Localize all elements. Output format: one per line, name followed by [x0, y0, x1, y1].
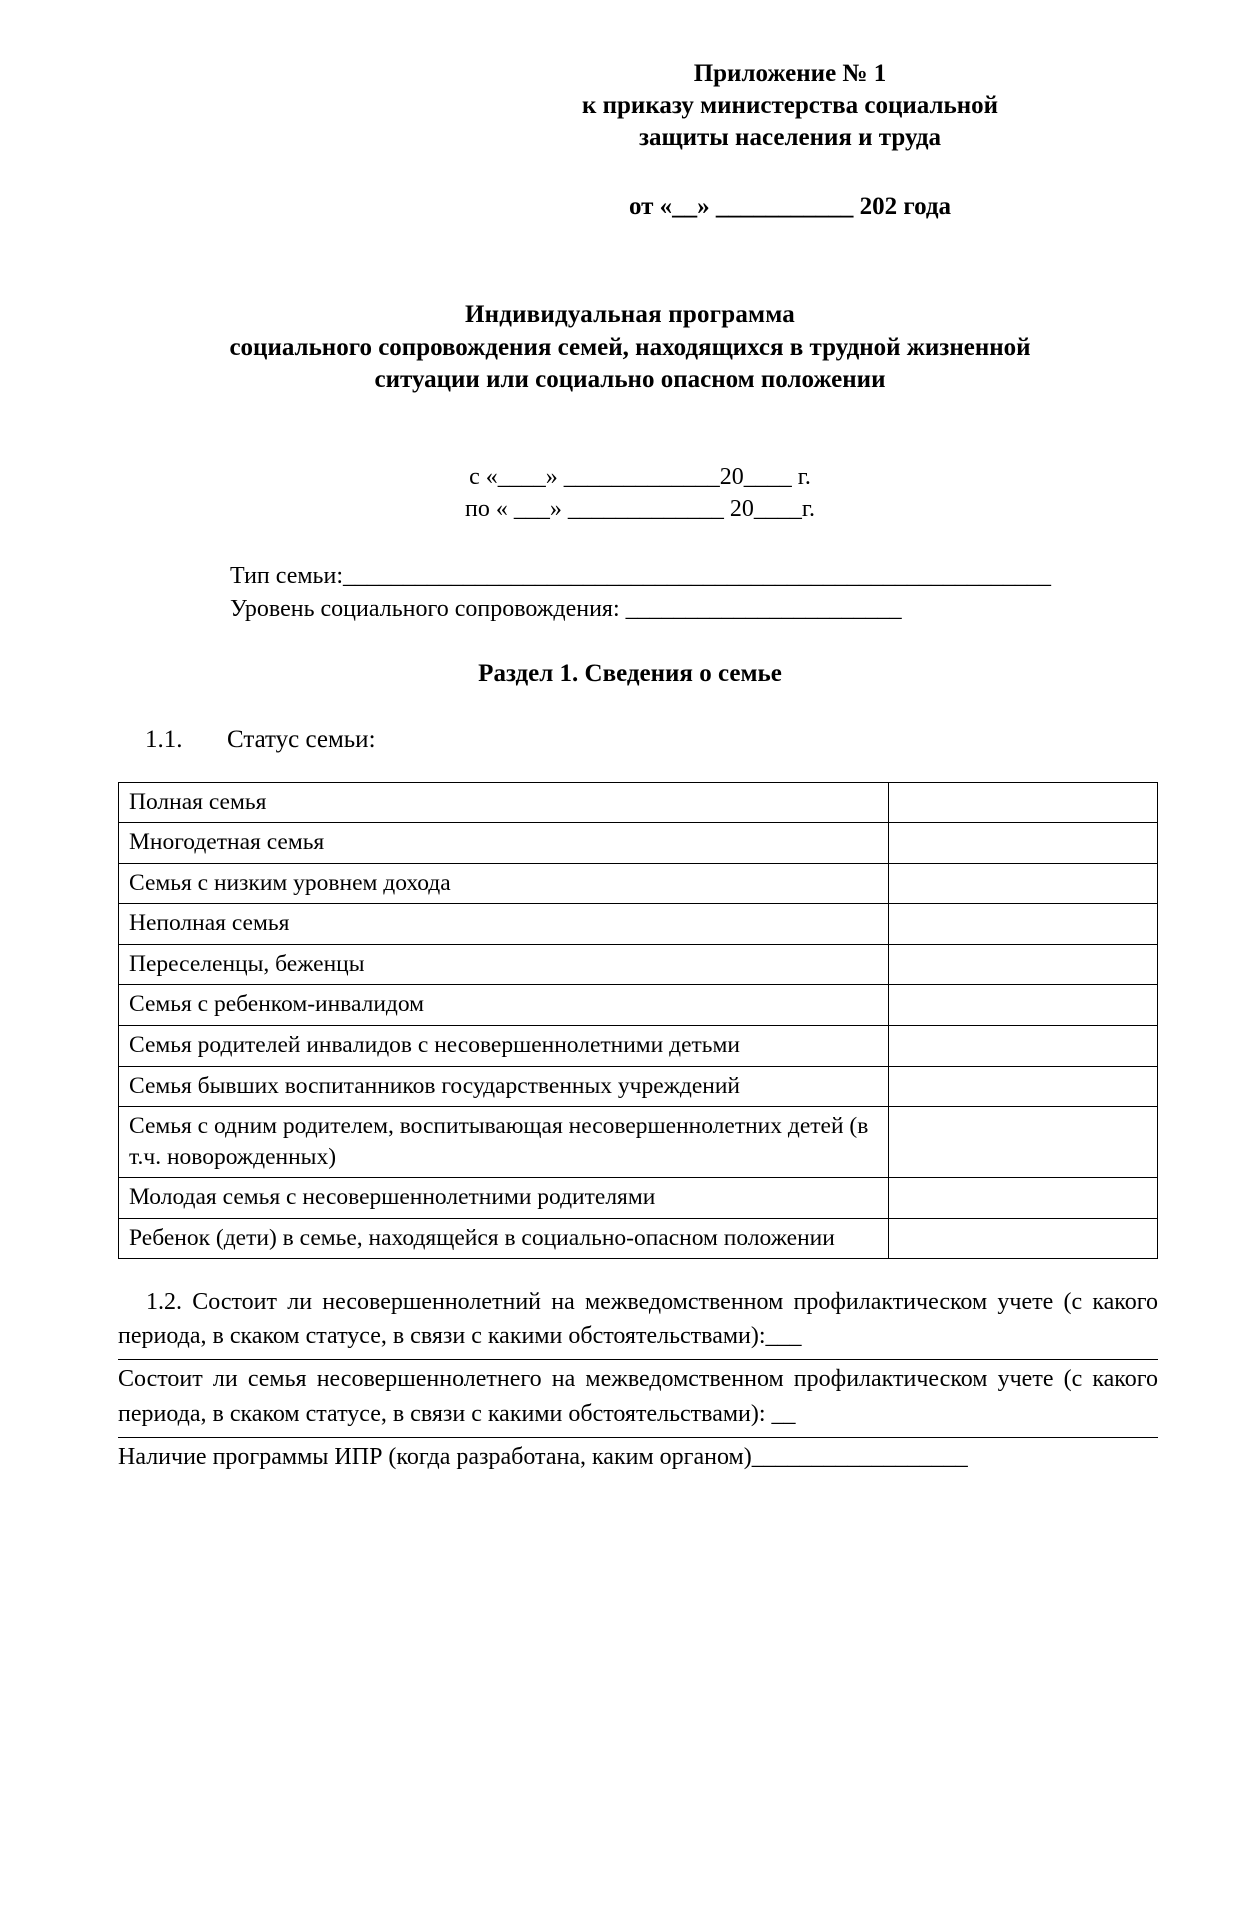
status-mark-cell[interactable] — [889, 985, 1158, 1026]
status-mark-cell[interactable] — [889, 904, 1158, 945]
document-header — [410, 58, 1170, 153]
title-line-2: социального сопровождения семей, находящихся в трудной жизненной — [229, 333, 1031, 361]
family-type-field: Тип семьи:___________________________________________________________ — [230, 562, 1051, 589]
status-label: Семья бывших воспитанников государственных учреждений — [119, 1066, 889, 1107]
status-label: Ребенок (дети) в семье, находящейся в социально-опасном положении — [119, 1218, 889, 1259]
status-label: Семья родителей инвалидов с несовершеннолетними детьми — [119, 1026, 889, 1067]
header-line-2: к приказу министерства социальной — [581, 91, 999, 119]
header-line-3: защиты населения и труда — [638, 123, 942, 151]
program-period — [90, 461, 1170, 526]
table-row — [119, 985, 1158, 1026]
table-row — [119, 944, 1158, 985]
table-row — [119, 863, 1158, 904]
fill-in-rule[interactable] — [118, 1359, 1158, 1360]
table-row — [119, 1026, 1158, 1067]
item-1-1-label: Статус семьи: — [227, 725, 376, 753]
family-fields — [90, 560, 1170, 626]
status-mark-cell[interactable] — [889, 863, 1158, 904]
item-1-2-block — [118, 1285, 1158, 1473]
title-line-1: Индивидуальная программа — [464, 301, 796, 329]
status-mark-cell[interactable] — [889, 1066, 1158, 1107]
table-row — [119, 1066, 1158, 1107]
document-title — [90, 299, 1170, 397]
title-line-3: ситуации или социально опасном положении — [374, 366, 886, 394]
status-label: Семья с ребенком-инвалидом — [119, 985, 889, 1026]
status-label: Полная семья — [119, 782, 889, 823]
status-mark-cell[interactable] — [889, 944, 1158, 985]
table-row — [119, 904, 1158, 945]
status-label: Семья с низким уровнем дохода — [119, 863, 889, 904]
support-level-field: Уровень социального сопровождения: _______________________ — [230, 595, 902, 622]
item-1-1 — [90, 726, 1170, 754]
status-label: Неполная семья — [119, 904, 889, 945]
table-row — [119, 1107, 1158, 1178]
item-1-2-paragraph-3: Наличие программы ИПР (когда разработана, каким органом)__________________ — [118, 1443, 968, 1470]
family-status-table — [118, 782, 1158, 1260]
table-row — [119, 823, 1158, 864]
header-order-date: от «__» ___________ 202 года — [628, 193, 952, 221]
status-mark-cell[interactable] — [889, 1026, 1158, 1067]
table-row — [119, 1218, 1158, 1259]
item-1-2-paragraph-2: Состоит ли семья несовершеннолетнего на межведомственном профилактическом учете (с какого периода, в скаком статусе, в связи с какими обстоятельствами): __ — [118, 1366, 1158, 1427]
section-heading: Раздел 1. Сведения о семье — [478, 659, 782, 687]
status-label: Молодая семья с несовершеннолетними родителями — [119, 1178, 889, 1219]
status-mark-cell[interactable] — [889, 782, 1158, 823]
status-mark-cell[interactable] — [889, 1178, 1158, 1219]
table-row — [119, 1178, 1158, 1219]
status-mark-cell[interactable] — [889, 1107, 1158, 1178]
item-1-2-paragraph-1: 1.2. Состоит ли несовершеннолетний на межведомственном профилактическом учете (с какого периода, в скаком статусе, в связи с какими обстоятельствами):___ — [118, 1289, 1158, 1350]
status-label: Многодетная семья — [119, 823, 889, 864]
status-label: Семья с одним родителем, воспитывающая несовершеннолетних детей (в т.ч. новорожденных) — [119, 1107, 889, 1178]
period-to: по « ___» _____________ 20____г. — [465, 496, 815, 523]
status-label: Переселенцы, беженцы — [119, 944, 889, 985]
table-row — [119, 782, 1158, 823]
fill-in-rule[interactable] — [118, 1437, 1158, 1438]
status-mark-cell[interactable] — [889, 1218, 1158, 1259]
header-line-1: Приложение № 1 — [693, 60, 887, 87]
status-mark-cell[interactable] — [889, 823, 1158, 864]
period-from: с «____» _____________20____ г. — [469, 463, 811, 490]
item-1-1-number: 1.1. — [145, 725, 183, 753]
